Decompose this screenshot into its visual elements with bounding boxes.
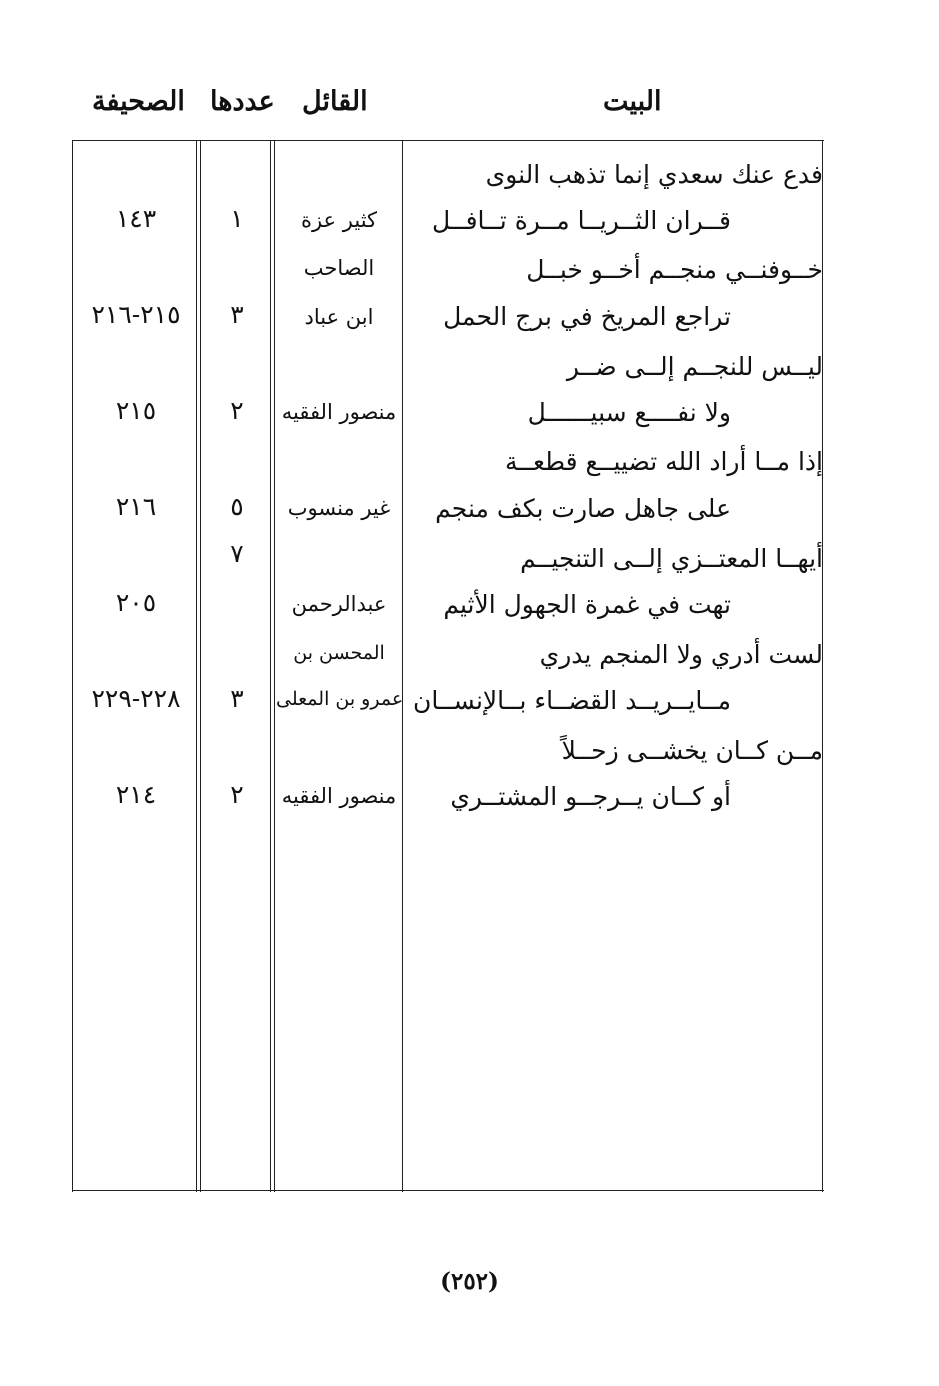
column-divider xyxy=(200,140,201,1192)
verse-line: لست أدري ولا المنجم يدري xyxy=(539,640,823,669)
page-ref: ٢٠٥ xyxy=(115,588,157,617)
verse-line: أيهــا المعتــزي إلــى التنجيــم xyxy=(520,544,823,573)
page-ref: ٢١٤ xyxy=(115,780,157,809)
verse-line: على جاهل صارت بكف منجم xyxy=(435,494,731,523)
verse-line: تهت في غمرة الجهول الأثيم xyxy=(443,590,731,619)
verse-line: مــن كــان يخشــى زحــلاً xyxy=(561,736,823,765)
page-number: (٢٥٢) xyxy=(440,1268,499,1295)
verse-line: أو كــان يــرجــو المشتــري xyxy=(450,782,731,811)
verse-count: ٣ xyxy=(230,300,244,329)
page-ref: ٢١٥ xyxy=(115,396,157,425)
verse-count: ٢ xyxy=(230,396,244,425)
table-top-border xyxy=(72,140,824,141)
poet-name: منصور الفقيه xyxy=(281,400,397,424)
table-bottom-border xyxy=(72,1190,824,1191)
header-verse: البيت xyxy=(603,86,662,117)
poet-name: كثير عزة xyxy=(300,208,378,232)
column-divider xyxy=(402,140,403,1192)
table-left-border xyxy=(72,140,73,1192)
verse-count: ٥ xyxy=(230,492,244,521)
poet-name: المحسن بن xyxy=(293,642,385,664)
verse-count: ٣ xyxy=(230,684,244,713)
header-page: الصحيفة xyxy=(92,86,185,117)
page-ref: ٢١٦ xyxy=(115,492,157,521)
verse-count: ١ xyxy=(230,204,244,233)
poet-name: الصاحب xyxy=(303,256,375,280)
verse-line: تراجع المريخ في برج الحمل xyxy=(443,302,731,331)
poet-name: ابن عباد xyxy=(304,305,374,329)
header-poet: القائل xyxy=(302,86,368,117)
page-ref: ٢١٥-٢١٦ xyxy=(91,300,181,329)
verse-line: قــران الثــريــا مــرة تــافــل xyxy=(432,206,731,235)
verse-line: فدع عنك سعدي إنما تذهب النوى xyxy=(485,160,823,189)
verse-line: ولا نفــــع سبيــــــل xyxy=(527,398,731,427)
column-divider xyxy=(270,140,271,1192)
poet-name: منصور الفقيه xyxy=(281,784,397,808)
page-ref: ١٤٣ xyxy=(115,204,157,233)
poet-name: عمرو بن المعلى xyxy=(276,688,404,710)
verse-count: ٢ xyxy=(230,780,244,809)
verse-line: إذا مــا أراد الله تضييــع قطعــة xyxy=(504,447,823,476)
column-divider xyxy=(196,140,197,1192)
verse-line: خــوفنــي منجــم أخــو خبــل xyxy=(526,255,823,284)
column-divider xyxy=(274,140,275,1192)
verse-line: ليــس للنجــم إلــى ضــر xyxy=(566,352,823,381)
verse-line: مــايــريــد القضــاء بــالإنســان xyxy=(413,686,731,715)
page-ref: ٢٢٨-٢٢٩ xyxy=(91,684,181,713)
poet-name: عبدالرحمن xyxy=(291,592,387,616)
verse-count: ٧ xyxy=(230,539,244,568)
header-count: عددها xyxy=(210,86,275,117)
poet-name: غير منسوب xyxy=(287,496,391,520)
